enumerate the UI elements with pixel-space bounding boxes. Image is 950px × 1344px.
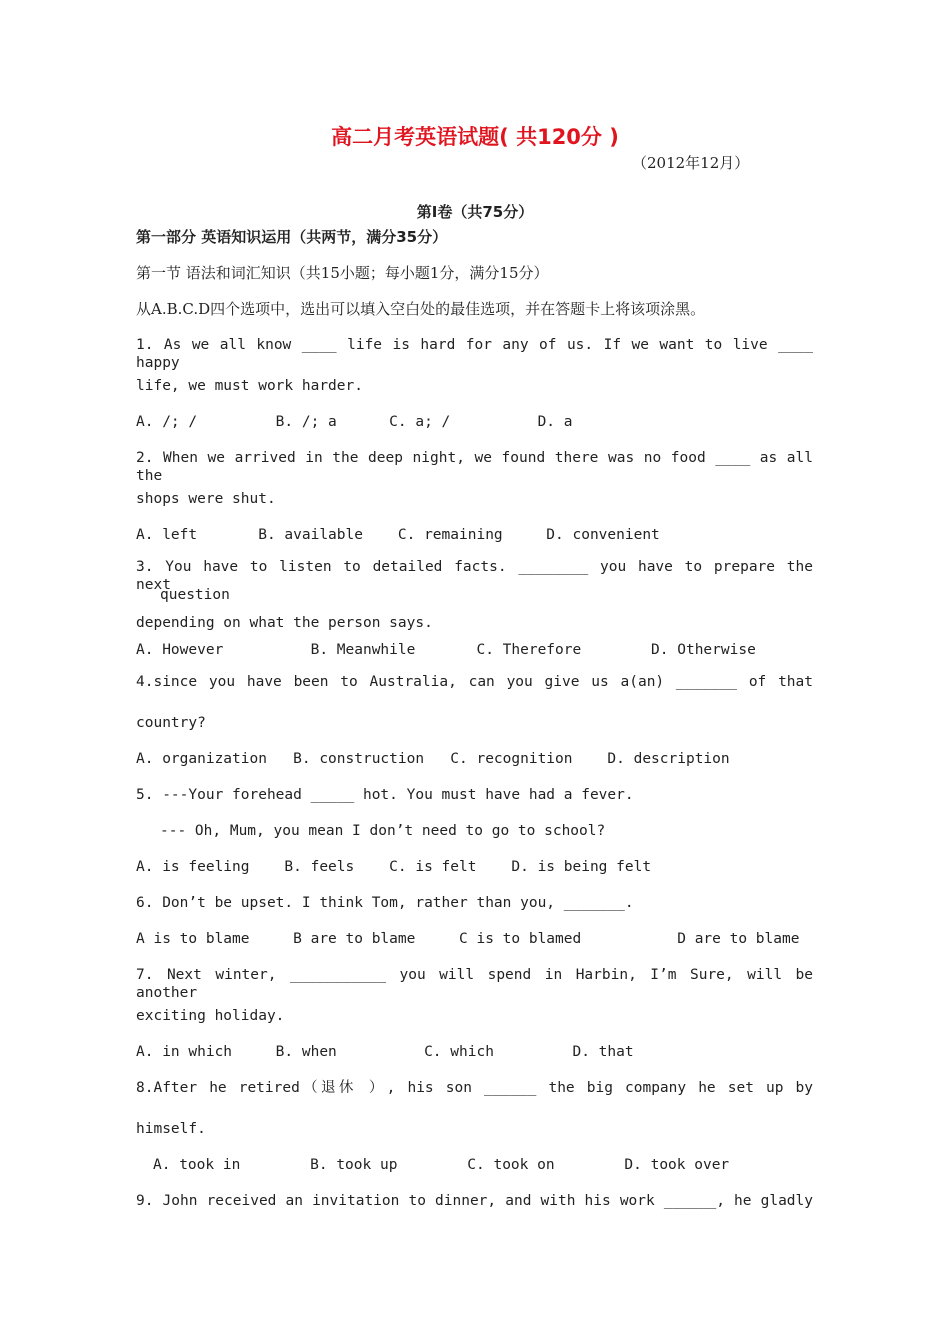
- question-2-line-1: 2. When we arrived in the deep night, we found there was no food ____ as all the: [136, 450, 813, 484]
- question-9-line-1: 9. John received an invitation to dinner, and with his work ______, he gladly: [136, 1193, 813, 1209]
- question-4-line-2: country?: [136, 715, 206, 731]
- part-heading: 第一部分 英语知识运用（共两节，满分35分）: [136, 228, 448, 246]
- page-title: 高二月考英语试题( 共120分 ): [331, 125, 619, 149]
- question-8-line-2: himself.: [136, 1121, 206, 1137]
- exam-date: （2012年12月）: [632, 154, 750, 172]
- question-4-line-1: 4.since you have been to Australia, can you give us a(an) _______ of that: [136, 674, 813, 690]
- question-6-options: A is to blame B are to blame C is to blamed D are to blame: [136, 931, 800, 947]
- subsection-heading: 第一节 语法和词汇知识（共15小题；每小题1分，满分15分）: [136, 264, 549, 282]
- question-3-line-1: 3. You have to listen to detailed facts. ________ you have to prepare the next: [136, 559, 813, 593]
- question-1-line-2: life, we must work harder.: [136, 378, 363, 394]
- question-8-line-1: 8.After he retired（退休 ）, his son ______ the big company he set up by: [136, 1080, 813, 1096]
- question-2-line-2: shops were shut.: [136, 491, 276, 507]
- instruction-text: 从A.B.C.D四个选项中，选出可以填入空白处的最佳选项，并在答题卡上将该项涂黑。: [136, 300, 706, 318]
- question-5-line-1: 5. ---Your forehead _____ hot. You must have had a fever.: [136, 787, 634, 803]
- question-2-options: A. left B. available C. remaining D. convenient: [136, 527, 660, 543]
- question-7-line-1: 7. Next winter, ___________ you will spend in Harbin, I’m Sure, will be another: [136, 967, 813, 1001]
- question-5-options: A. is feeling B. feels C. is felt D. is being felt: [136, 859, 652, 875]
- question-7-options: A. in which B. when C. which D. that: [136, 1044, 634, 1060]
- question-3-options: A. However B. Meanwhile C. Therefore D. Otherwise: [136, 642, 756, 658]
- question-3-line-3: depending on what the person says.: [136, 615, 433, 631]
- volume-heading: 第Ⅰ卷（共75分）: [416, 203, 534, 221]
- question-8-options: A. took in B. took up C. took on D. took over: [153, 1157, 730, 1173]
- question-1-options: A. /; / B. /; a C. a; / D. a: [136, 414, 573, 430]
- question-7-line-2: exciting holiday.: [136, 1008, 285, 1024]
- question-6-line-1: 6. Don’t be upset. I think Tom, rather than you, _______.: [136, 895, 634, 911]
- question-5-line-2: --- Oh, Mum, you mean I don’t need to go to school?: [160, 823, 606, 839]
- question-1-line-1: 1. As we all know ____ life is hard for any of us. If we want to live ____ happy: [136, 337, 813, 371]
- question-3-line-2: question: [160, 587, 230, 603]
- question-4-options: A. organization B. construction C. recognition D. description: [136, 751, 730, 767]
